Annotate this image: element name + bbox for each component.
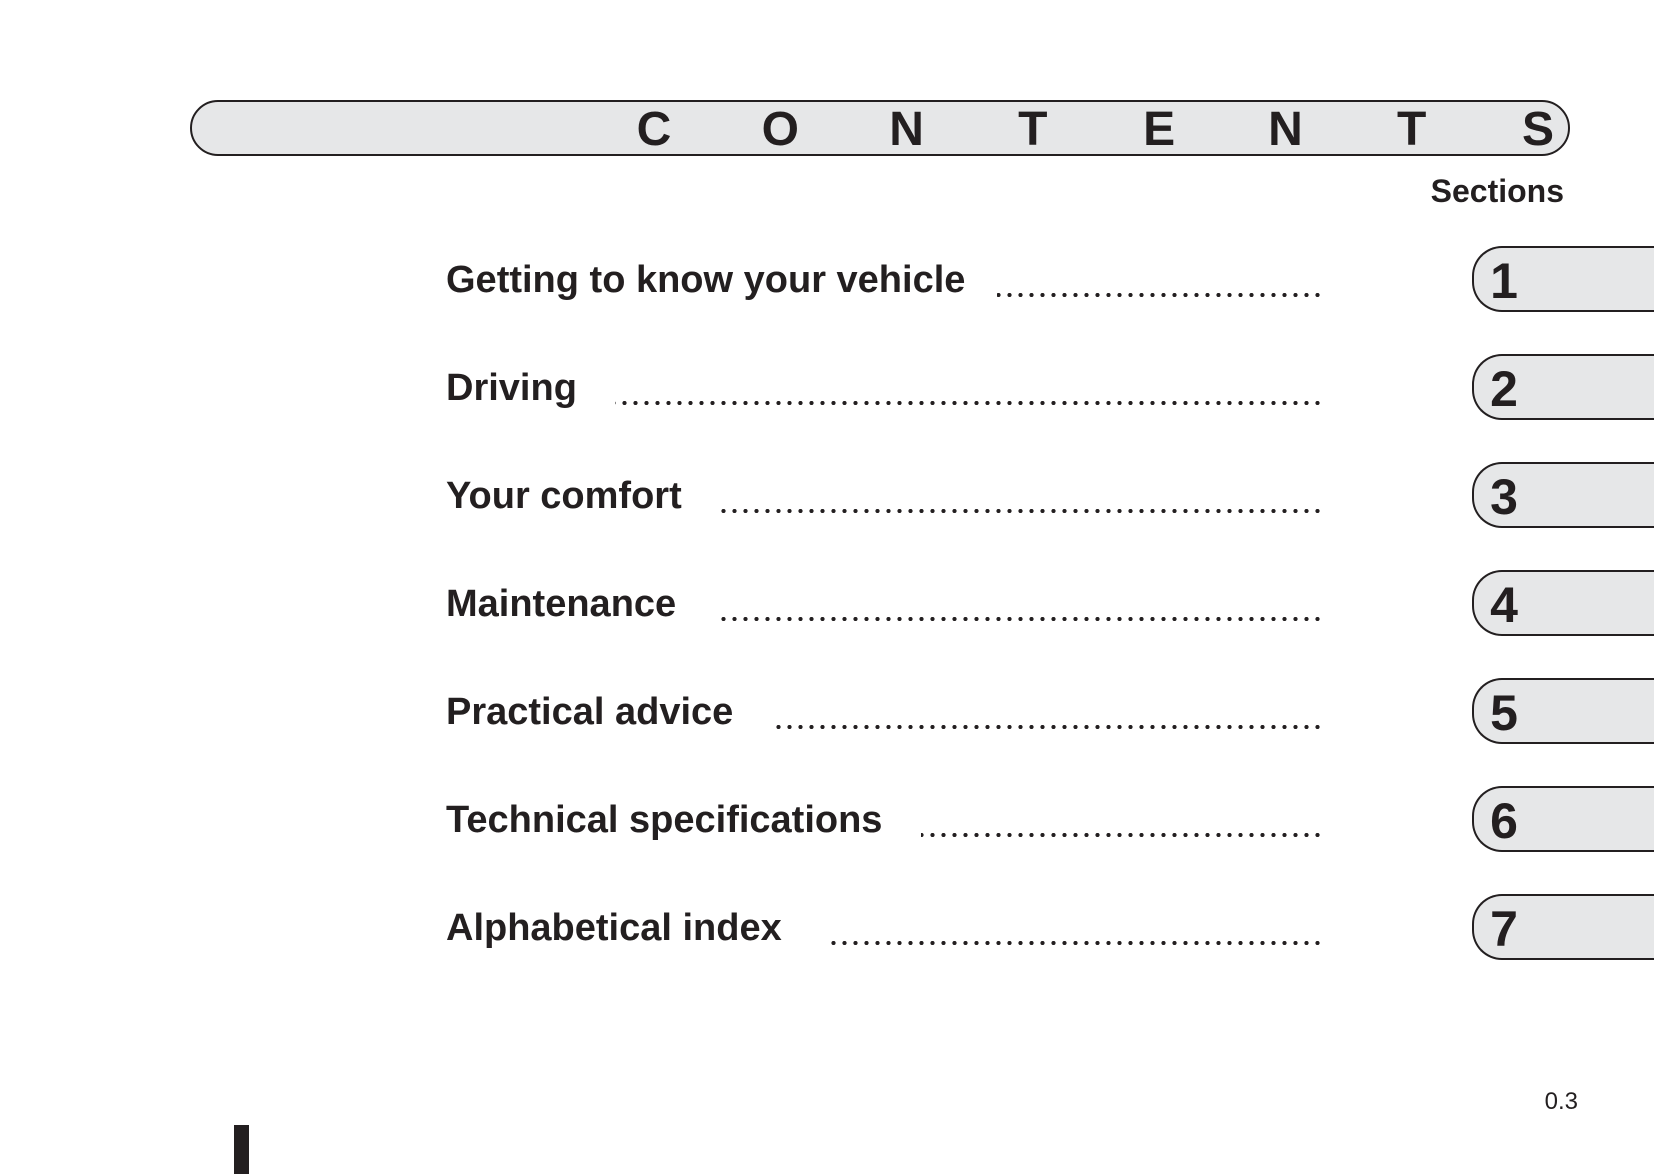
margin-marker-bar <box>234 1125 249 1174</box>
section-tab-7[interactable] <box>1472 894 1654 960</box>
section-number: 7 <box>1490 900 1518 957</box>
section-number: 2 <box>1490 360 1518 417</box>
section-tab-3[interactable] <box>1472 462 1654 528</box>
title-letter: T <box>1397 103 1427 156</box>
dot-leader <box>827 941 1323 945</box>
section-tab-4[interactable] <box>1472 570 1654 636</box>
section-number: 3 <box>1490 468 1518 525</box>
toc-entry-title[interactable]: Technical specifications <box>446 799 883 841</box>
section-tab-2[interactable] <box>1472 354 1654 420</box>
section-number: 5 <box>1490 684 1518 741</box>
toc-entry-practical-advice[interactable] <box>446 687 1323 737</box>
toc-entry-technical-specifications[interactable] <box>446 795 1323 845</box>
contents-title-bar <box>190 100 1570 156</box>
dot-leader <box>721 617 1323 621</box>
toc-entry-title[interactable]: Getting to know your vehicle <box>446 259 966 301</box>
title-letter: N <box>1268 103 1303 156</box>
section-tab-6[interactable] <box>1472 786 1654 852</box>
dot-leader <box>773 725 1323 729</box>
toc-entry-title[interactable]: Practical advice <box>446 691 734 733</box>
title-letter: N <box>889 103 924 156</box>
page-number: 0.3 <box>1544 1088 1578 1115</box>
toc-entry-getting-to-know[interactable] <box>446 255 1323 305</box>
toc-entry-alphabetical-index[interactable] <box>446 903 1323 953</box>
dot-leader <box>721 509 1323 513</box>
title-letter: S <box>1521 103 1554 156</box>
section-tab-5[interactable] <box>1472 678 1654 744</box>
sections-heading: Sections <box>1430 173 1564 209</box>
dot-leader <box>997 293 1323 297</box>
title-letter: T <box>1018 103 1048 156</box>
toc-entry-title[interactable]: Maintenance <box>446 583 677 625</box>
section-number: 4 <box>1490 576 1518 633</box>
dot-leader <box>921 833 1323 837</box>
toc-entry-driving[interactable] <box>446 363 1323 413</box>
title-letter: C <box>636 103 672 156</box>
section-tab-1[interactable] <box>1472 246 1654 312</box>
toc-entry-title[interactable]: Driving <box>446 367 577 409</box>
toc-entry-maintenance[interactable] <box>446 579 1323 629</box>
toc-entry-title[interactable]: Your comfort <box>446 475 682 517</box>
title-letter: E <box>1143 103 1176 156</box>
title-letter: O <box>761 103 799 156</box>
dot-leader <box>615 401 1323 405</box>
section-number: 6 <box>1490 792 1518 849</box>
contents-title <box>634 102 1558 154</box>
toc-entry-your-comfort[interactable] <box>446 471 1323 521</box>
toc-entry-title[interactable]: Alphabetical index <box>446 907 782 949</box>
section-number: 1 <box>1490 252 1518 309</box>
